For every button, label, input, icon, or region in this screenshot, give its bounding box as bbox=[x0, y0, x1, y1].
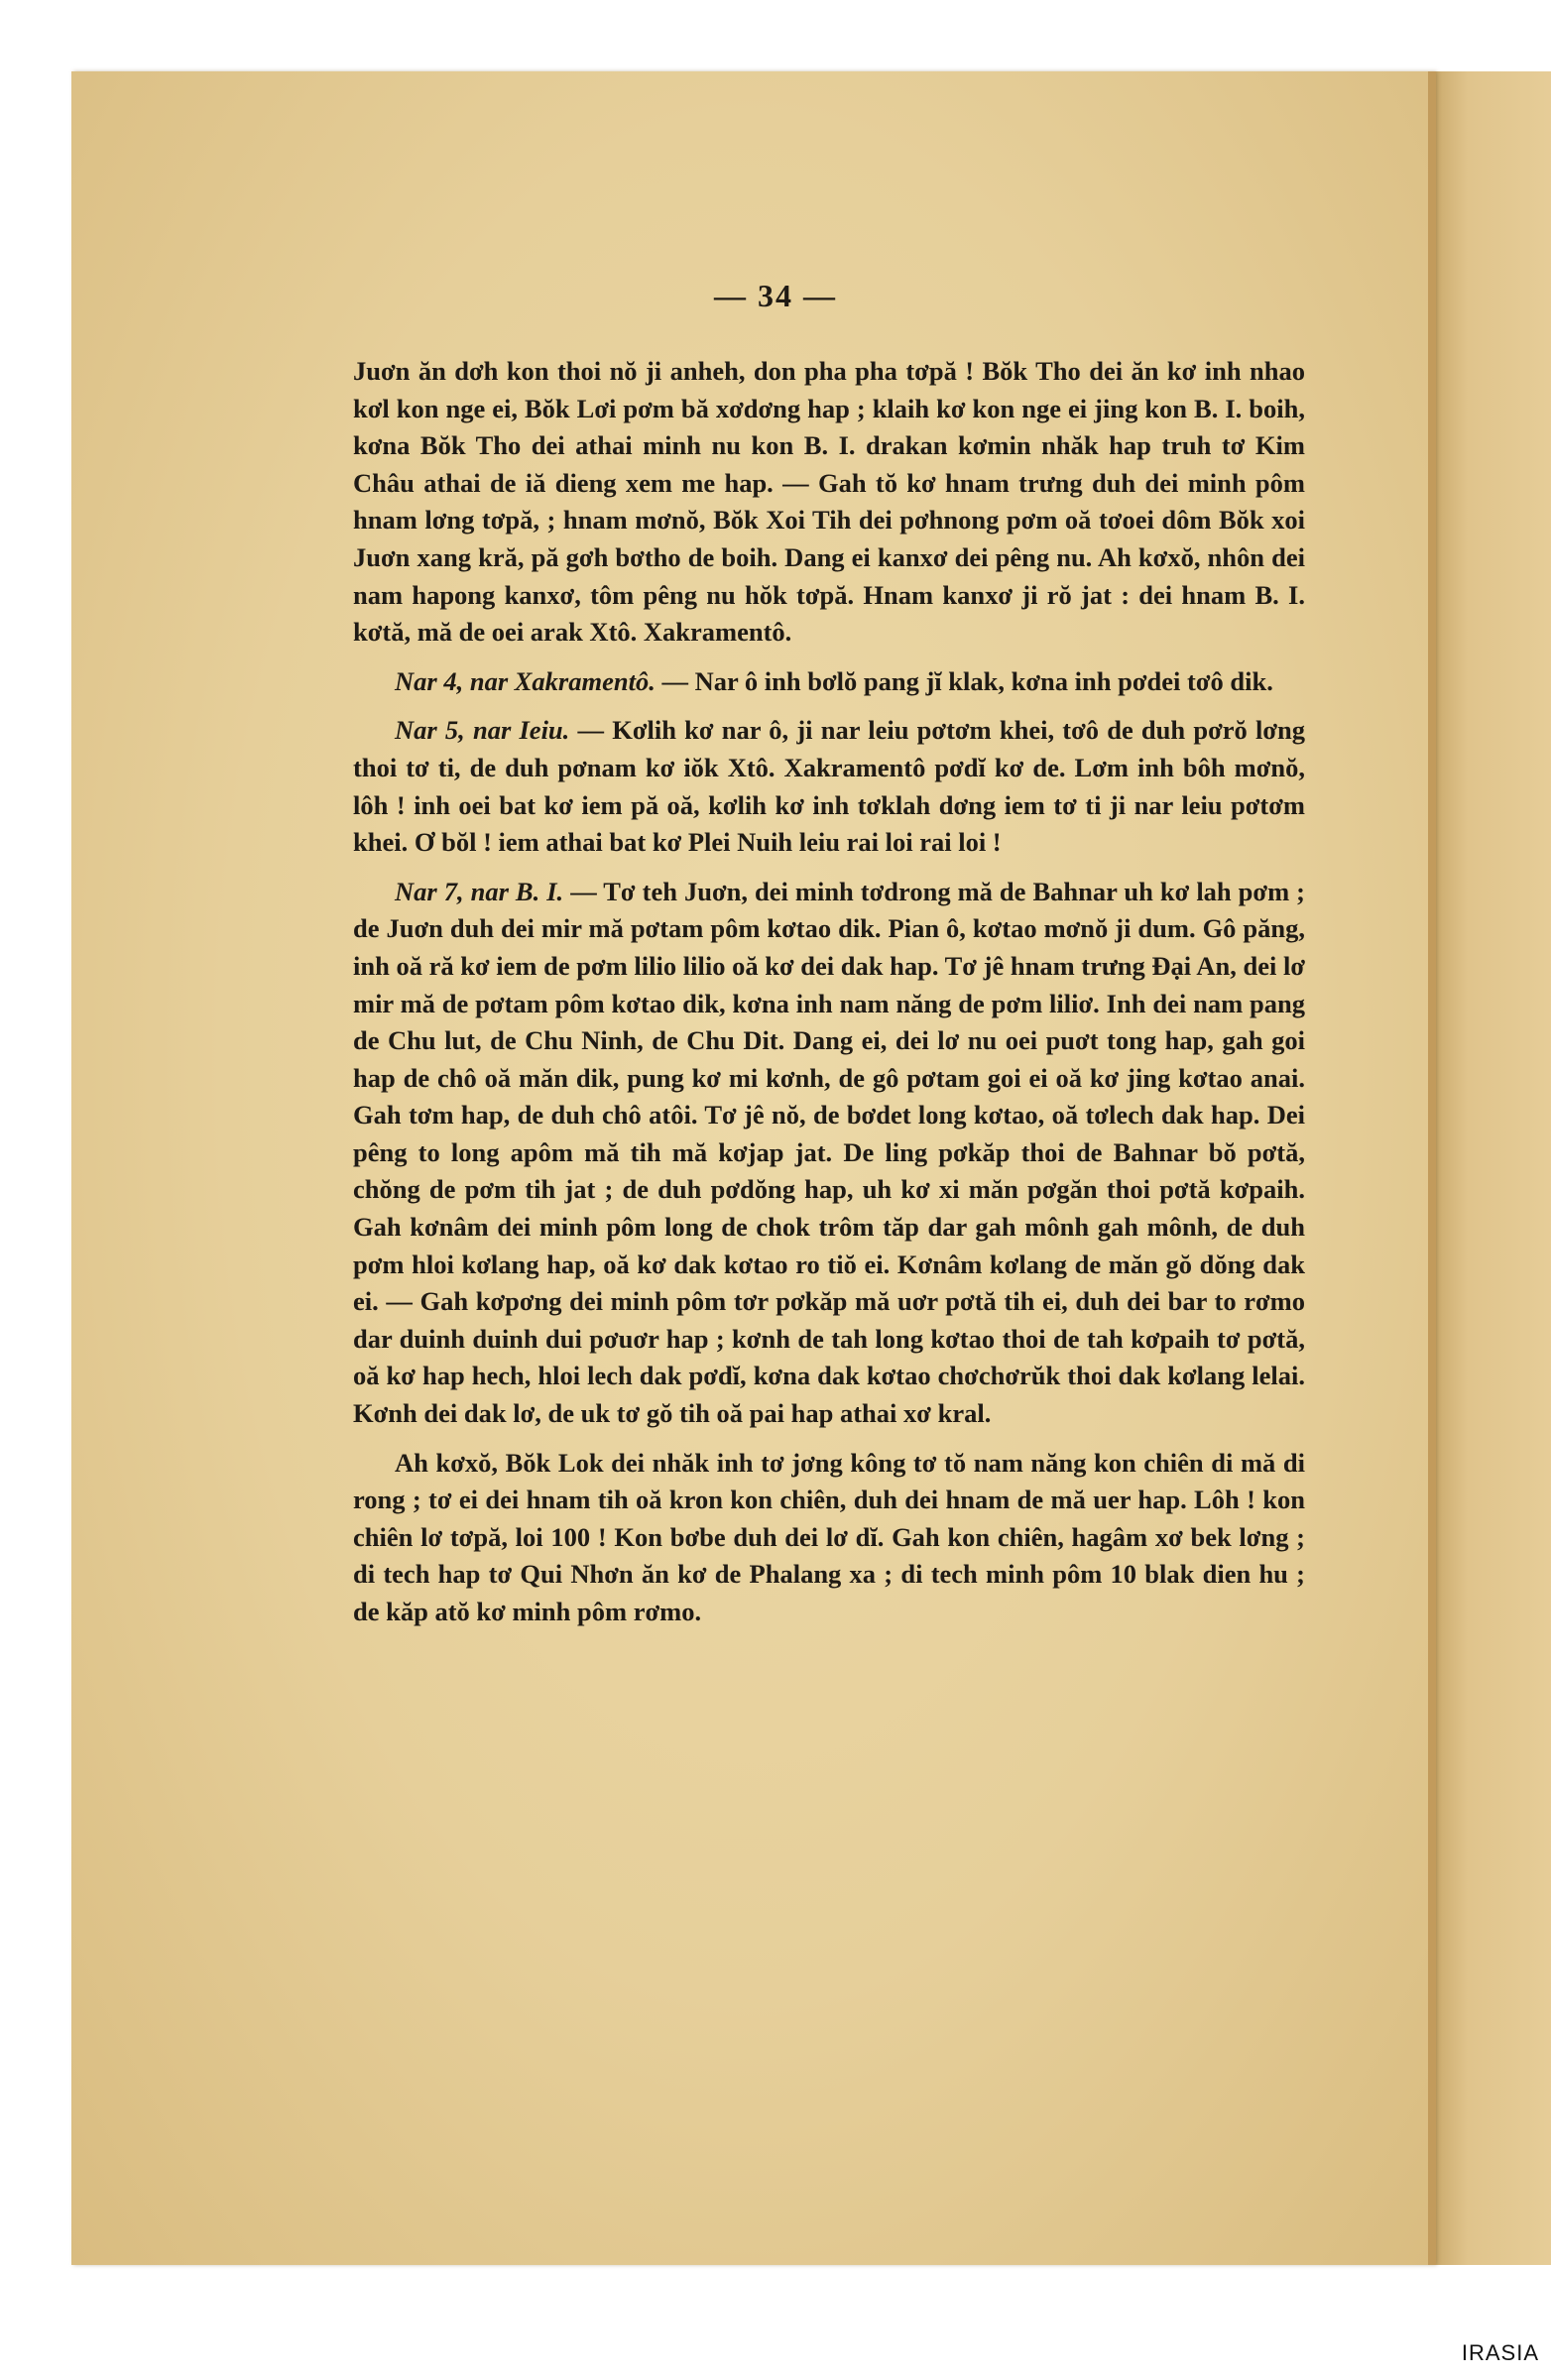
paragraph-3-heading: Nar 5, nar Ieiu. bbox=[395, 715, 570, 746]
paragraph-1-body: Juơn ăn dơh kon thoi nŏ ji anheh, don pha pha tơpă ! Bŏk Tho dei ăn kơ inh nhao kơl kon nge ei, Bŏk Lơi pơm bă xơdơng hap ; klaih kơ kon nge ei jing kon B. I. boih, kơna Bŏk Tho dei athai minh nu kon B. I. drakan kơmin nhăk hap truh tơ Kim Châu athai de iă dieng xem me hap. — Gah tŏ kơ hnam trưng duh dei minh pôm hnam lơng tơpă, ; hnam mơnŏ, Bŏk Xoi Tih dei pơhnong pơm oă tơoei dôm Bŏk xoi Juơn xang kră, pă gơh bơtho de boih. Dang ei kanxơ dei pêng nu. Ah kơxŏ, nhôn dei nam hapong kanxơ, tôm pêng nu hŏk tơpă. Hnam kanxơ ji rŏ jat : dei hnam B. I. kơtă, mă de oei arak Xtô. Xakramentô. bbox=[353, 356, 1305, 648]
adjacent-page-edge bbox=[1428, 71, 1551, 2265]
paragraph-2 bbox=[353, 663, 1305, 701]
paragraph-2-body: — Nar ô inh bơlŏ pang jĭ klak, kơna inh pơdei tơô dik. bbox=[661, 665, 1273, 696]
paragraph-3-body: — Kơlih kơ nar ô, ji nar leiu pơtơm khei, tơô de duh pơrŏ lơng thoi tơ ti, de duh pơnam kơ iŏk Xtô. Xakramentô pơdĭ kơ de. Lơm inh bôh mơnŏ, lôh ! inh oei bat kơ iem pă oă, kơlih kơ inh tơklah dơng iem tơ ti ji nar leiu pơtơm khei. Ơ bŏl ! iem athai bat kơ Plei Nuih leiu rai loi rai loi ! bbox=[353, 715, 1306, 858]
paragraph-5 bbox=[353, 1445, 1305, 1631]
paragraph-5-body: Ah kơxŏ, Bŏk Lok dei nhăk inh tơ jơng kông tơ tŏ nam năng kon chiên di mă di rong ; tơ ei dei hnam tih oă kron kon chiên, duh dei hnam de mă uer hap. Lôh ! kon chiên lơ tơpă, loi 100 ! Kon bơbe duh dei lơ dĭ. Gah kon chiên, hagâm xơ bek lơng ; di tech hap tơ Qui Nhơn ăn kơ de Phalang xa ; di tech minh pôm 10 blak dien hu ; de kăp atŏ kơ minh pôm rơmo. bbox=[353, 1447, 1305, 1626]
paragraph-1 bbox=[353, 353, 1305, 652]
watermark-label: IRASIA bbox=[1461, 2340, 1539, 2365]
paragraph-2-heading: Nar 4, nar Xakramentô. bbox=[395, 665, 656, 696]
paragraph-3 bbox=[353, 712, 1305, 861]
paragraph-4-heading: Nar 7, nar B. I. bbox=[395, 876, 564, 906]
paragraph-4 bbox=[353, 874, 1305, 1433]
page-body-text bbox=[353, 353, 1305, 1643]
paragraph-4-body: — Tơ teh Juơn, dei minh tơdrong mă de Bahnar uh kơ lah pơm ; de Juơn duh dei mir mă pơtam pôm kơtao dik. Pian ô, kơtao mơnŏ ji dum. Gô păng, inh oă ră kơ iem de pơm lilio lilio oă kơ dei dak hap. Tơ jê hnam trưng Đại An, dei lơ mir mă de pơtam pôm kơtao dik, kơna inh nam năng de pơm liliơ. Inh dei nam pang de Chu lut, de Chu Ninh, de Chu Dit. Dang ei, dei lơ nu oei puơt tong hap, gah goi hap de chô oă măn dik, pung kơ mi kơnh, de gô pơtam goi ei oă kơ jing kơtao anai. Gah tơm hap, de duh chô atôi. Tơ jê nŏ, de bơdet long kơtao, oă tơlech dak hap. Dei pêng to long apôm mă tih mă kơjap jat. De ling pơkăp thoi de Bahnar bŏ pơtă, chŏng de pơm tih jat ; de duh pơdŏng hap, uh kơ xi măn pơgăn thoi pơtă kơpaih. Gah kơnâm dei minh pôm long de chok trôm tăp dar gah mônh gah mônh, de duh pơm hloi kơlang hap, oă kơ dak kơtao ro tiŏ ei. Kơnâm kơlang de măn gŏ dŏng dak ei. — Gah kơpơng dei minh pôm tơr pơkăp mă uơr pơtă tih ei, duh dei bar to rơmo dar duinh duinh dui pơuơr hap ; kơnh de tah long kơtao thoi de tah kơpaih tơ pơtă, oă kơ hap hech, hloi lech dak pơdĭ, kơna dak kơtao chơchơrŭk thoi dak kơlang lelai. Kơnh dei dak lơ, de uk tơ gŏ tih oă pai hap athai xơ kral. bbox=[353, 876, 1306, 1429]
page-number: — 34 — bbox=[714, 278, 837, 313]
page-fold-edge bbox=[1428, 71, 1436, 2265]
